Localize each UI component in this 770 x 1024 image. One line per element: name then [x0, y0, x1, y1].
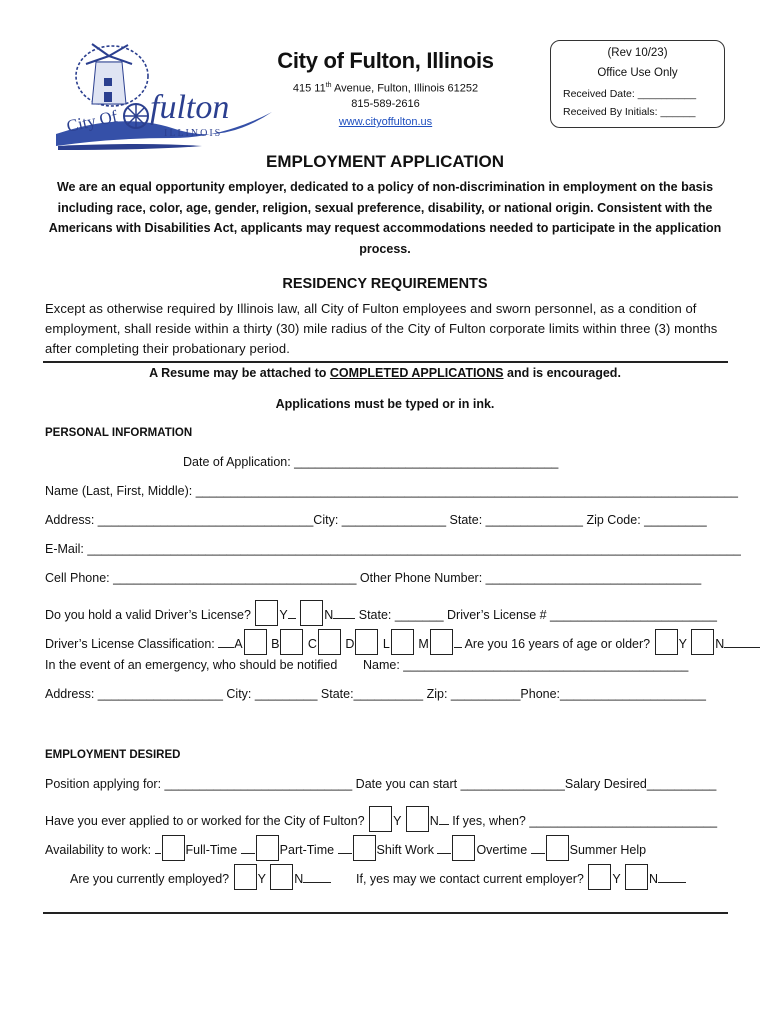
license-no-checkbox[interactable] — [300, 600, 323, 626]
overtime-checkbox[interactable] — [452, 835, 475, 861]
applied-before-question: Have you ever applied to or worked for the City of Fulton? — [45, 814, 365, 828]
city-title: City of Fulton, Illinois — [277, 48, 494, 73]
received-by-field: Received By Initials: ______ — [563, 106, 696, 118]
applied-no-checkbox[interactable] — [406, 806, 429, 832]
full-time-checkbox[interactable] — [162, 835, 185, 861]
class-d-checkbox[interactable] — [355, 629, 378, 655]
applied-yes-checkbox[interactable] — [369, 806, 392, 832]
city-phone: 815-589-2616 — [351, 98, 420, 110]
logo-illinois: ILLINOIS — [164, 128, 223, 139]
age-yes-checkbox[interactable] — [655, 629, 678, 655]
contact-no-checkbox[interactable] — [625, 864, 648, 890]
shift-work-checkbox[interactable] — [353, 835, 376, 861]
wheel-icon — [124, 104, 148, 128]
class-m-checkbox[interactable] — [430, 629, 453, 655]
residency-text: Except as otherwise required by Illinois law, all City of Fulton employees and sworn personnel, as a condition of employment, shall reside within a thirty (30) mile radius of the City of Fulton corporate limits within three (3) months after completing their probationary period. — [45, 301, 718, 356]
position-field[interactable]: Position applying for: ___________________________ Date you can start _______________Salary Desired__________ — [45, 777, 717, 791]
class-a-checkbox[interactable] — [244, 629, 267, 655]
part-time-checkbox[interactable] — [256, 835, 279, 861]
age-no-checkbox[interactable] — [691, 629, 714, 655]
class-l-checkbox[interactable] — [391, 629, 414, 655]
employed-no-checkbox[interactable] — [270, 864, 293, 890]
windmill-icon — [76, 44, 148, 106]
resume-note: A Resume may be attached to COMPLETED APPLICATIONS and is encouraged. — [149, 366, 621, 380]
currently-employed-question: Are you currently employed? — [70, 872, 230, 886]
office-use-box — [550, 40, 725, 128]
cell-phone-field[interactable]: Cell Phone: ___________________________________ Other Phone Number: _______________________________ — [45, 571, 702, 585]
residency-heading: RESIDENCY REQUIREMENTS — [282, 276, 488, 292]
equal-opportunity-statement: We are an equal opportunity employer, dedicated to a policy of non-discrimination in employment on the basis including race, color, age, gender, religion, sexual preference, disability, or national origin. Consistent with the Americans with Disabilities Act, applicants may request accommodations needed to participate in the application process. — [48, 180, 722, 256]
availability-label: Availability to work: — [45, 843, 152, 857]
emergency-address-field[interactable]: Address: __________________ City: _________ State:__________ Zip: __________Phone:_____________________ — [45, 687, 707, 701]
section-divider — [43, 361, 728, 363]
bottom-divider — [43, 912, 728, 914]
license-class-label: Driver’s License Classification: — [45, 637, 215, 651]
contact-employer-question: If, yes may we contact current employer? — [356, 872, 584, 886]
license-state-number-field[interactable]: State: _______ Driver’s License # ________________________ — [358, 608, 717, 622]
city-website-link[interactable]: www.cityoffulton.us — [338, 116, 433, 128]
ink-note: Applications must be typed or in ink. — [275, 397, 495, 411]
license-class-row: Driver’s License Classification: A B C D L M Are you 16 years of age or older? Y N — [45, 629, 760, 655]
emergency-name-field[interactable]: Name: _________________________________________ — [363, 658, 689, 672]
email-field[interactable]: E-Mail: ______________________________________________________________________________________________ — [45, 542, 741, 556]
logo-fulton: fulton — [150, 89, 230, 126]
office-use-title: Office Use Only — [597, 67, 678, 79]
drivers-license-row: Do you hold a valid Driver’s License? Y N State: _______ Driver’s License # ________________________ — [45, 600, 717, 626]
class-b-checkbox[interactable] — [280, 629, 303, 655]
currently-employed-row: Are you currently employed? Y N — [70, 864, 331, 890]
license-yes-checkbox[interactable] — [255, 600, 278, 626]
contact-yes-checkbox[interactable] — [588, 864, 611, 890]
contact-employer-row: If, yes may we contact current employer? Y N — [356, 864, 686, 890]
personal-info-heading: PERSONAL INFORMATION — [45, 427, 193, 439]
summer-help-checkbox[interactable] — [546, 835, 569, 861]
drivers-license-question: Do you hold a valid Driver’s License? — [45, 608, 251, 622]
age-question: Are you 16 years of age or older? — [464, 637, 651, 651]
availability-row: Availability to work: Full-Time Part-Time Shift Work Overtime Summer Help — [45, 835, 646, 861]
employment-desired-heading: EMPLOYMENT DESIRED — [45, 749, 181, 761]
if-yes-when-field[interactable]: If yes, when? ___________________________ — [452, 814, 718, 828]
city-of-fulton-logo — [52, 42, 274, 150]
city-address: 415 11th Avenue, Fulton, Illinois 61252 — [292, 82, 479, 95]
emergency-contact-label: In the event of an emergency, who should be notified — [45, 658, 338, 672]
name-field[interactable]: Name (Last, First, Middle): ______________________________________________________________________________ — [45, 484, 738, 498]
page-title: EMPLOYMENT APPLICATION — [266, 152, 504, 171]
address-field[interactable]: Address: _______________________________City: _______________ State: ______________ Zip Code: _________ — [45, 513, 707, 527]
received-date-field: Received Date: __________ — [563, 88, 697, 100]
applied-before-row: Have you ever applied to or worked for the City of Fulton? Y N If yes, when? ___________________________ — [45, 806, 717, 832]
employed-yes-checkbox[interactable] — [234, 864, 257, 890]
logo-city-of: City Of — [64, 106, 120, 136]
class-c-checkbox[interactable] — [318, 629, 341, 655]
revision-label: (Rev 10/23) — [607, 47, 668, 59]
date-of-application-field[interactable]: Date of Application: ______________________________________ — [183, 455, 559, 469]
